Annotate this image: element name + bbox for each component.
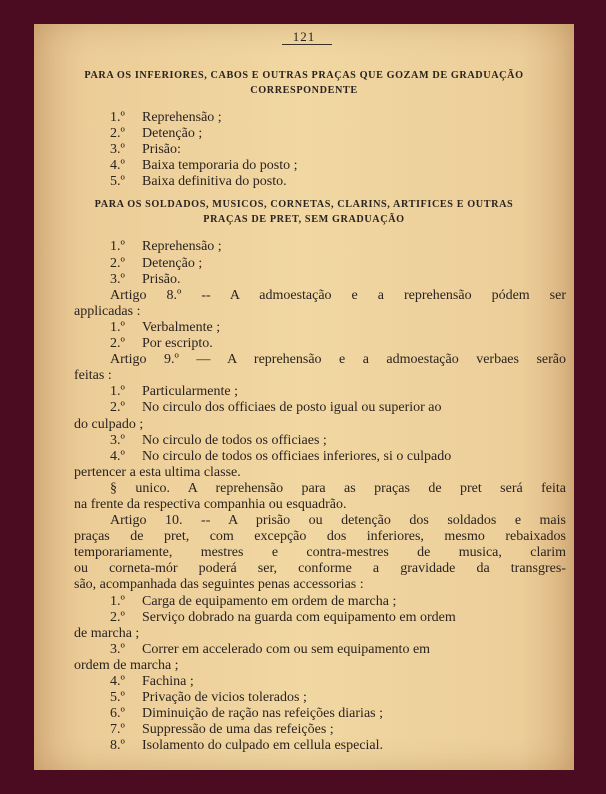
page-number-rule — [282, 44, 332, 45]
list-item: 1.º Verbalmente ; — [110, 319, 221, 335]
list-item: 4.º Fachina ; — [110, 674, 194, 689]
book-page — [34, 24, 574, 770]
paragraph-line: feitas : — [74, 368, 112, 384]
paragraph-line: Artigo 9.º — A reprehensão e a admoestação verbaes serão — [110, 352, 566, 368]
list-item: 2.º Detenção ; — [110, 126, 203, 142]
list-item: 3.º Prisão: — [110, 142, 181, 158]
list-item-continuation: do culpado ; — [74, 416, 144, 432]
list-item: 4.º Baixa temporaria do posto ; — [110, 158, 298, 174]
list-item: 5.º Baixa definitiva do posto. — [110, 174, 287, 190]
list-item-continuation: ordem de marcha ; — [74, 657, 179, 673]
paragraph-line: Artigo 10. -- A prisão ou detenção dos soldados e mais — [110, 513, 566, 529]
paragraph-line: praças de pret, com excepção dos inferiores, mesmo rebaixados — [74, 529, 566, 545]
section-heading-inferiores — [44, 68, 564, 98]
page-number: 121 — [292, 29, 316, 44]
list-item: 3.º No circulo de todos os officiaes ; — [110, 432, 327, 448]
list-item-continuation: pertencer a esta ultima classe. — [74, 464, 241, 480]
list-item: 6.º Diminuição de ração nas refeições diarias ; — [110, 706, 384, 722]
list-item: 5.º Privação de vicios tolerados ; — [110, 690, 307, 706]
page-body — [74, 108, 566, 754]
list-item-continuation: de marcha ; — [74, 625, 140, 641]
list-item: 2.º Por escripto. — [110, 336, 213, 352]
paragraph-line: ou corneta-mór poderá ser, conforme a gravidade da transgres- — [74, 561, 566, 577]
heading-line: PRAÇAS DE PRET, SEM GRADUAÇÃO — [203, 214, 405, 225]
list-item: 1.º Carga de equipamento em ordem de marcha ; — [110, 593, 397, 609]
list-item: 3.º Correr em accelerado com ou sem equipamento em — [110, 641, 431, 657]
list-item: 2.º Serviço dobrado na guarda com equipamento em ordem — [110, 609, 456, 625]
heading-line: PARA OS INFERIORES, CABOS E OUTRAS PRAÇAS QUE GOZAM DE GRADUAÇÃO — [84, 70, 524, 81]
paragraph-line: applicadas : — [74, 303, 141, 319]
list-item: 4.º No circulo de todos os officiaes inferiores, si o culpado — [110, 448, 452, 464]
paragraph-line: são, acompanhada das seguintes penas accessorias : — [74, 577, 364, 593]
list-item: 2.º No circulo dos officiaes de posto igual ou superior ao — [110, 400, 442, 416]
list-item: 1.º Reprehensão ; — [110, 239, 222, 255]
paragraph-line: temporariamente, mestres e contra-mestres de musica, clarim — [74, 545, 566, 561]
heading-line: CORRESPONDENTE — [250, 85, 358, 96]
heading-line: PARA OS SOLDADOS, MUSICOS, CORNETAS, CLARINS, ARTIFICES E OUTRAS — [94, 199, 514, 210]
list-item: 1.º Particularmente ; — [110, 384, 239, 400]
list-item: 3.º Prisão. — [110, 271, 181, 287]
list-item: 1.º Reprehensão ; — [110, 110, 222, 125]
paragraph-line: § unico. A reprehensão para as praças de pret será feita — [110, 480, 566, 496]
list-item: 7.º Suppressão de uma das refeições ; — [110, 722, 334, 738]
paragraph-line: Artigo 8.º -- A admoestação e a reprehensão pódem ser — [110, 287, 566, 303]
list-item: 2.º Detenção ; — [110, 255, 203, 271]
list-item: 8.º Isolamento do culpado em cellula especial. — [110, 738, 384, 754]
paragraph-line: na frente da respectiva companhia ou esquadrão. — [74, 496, 347, 512]
